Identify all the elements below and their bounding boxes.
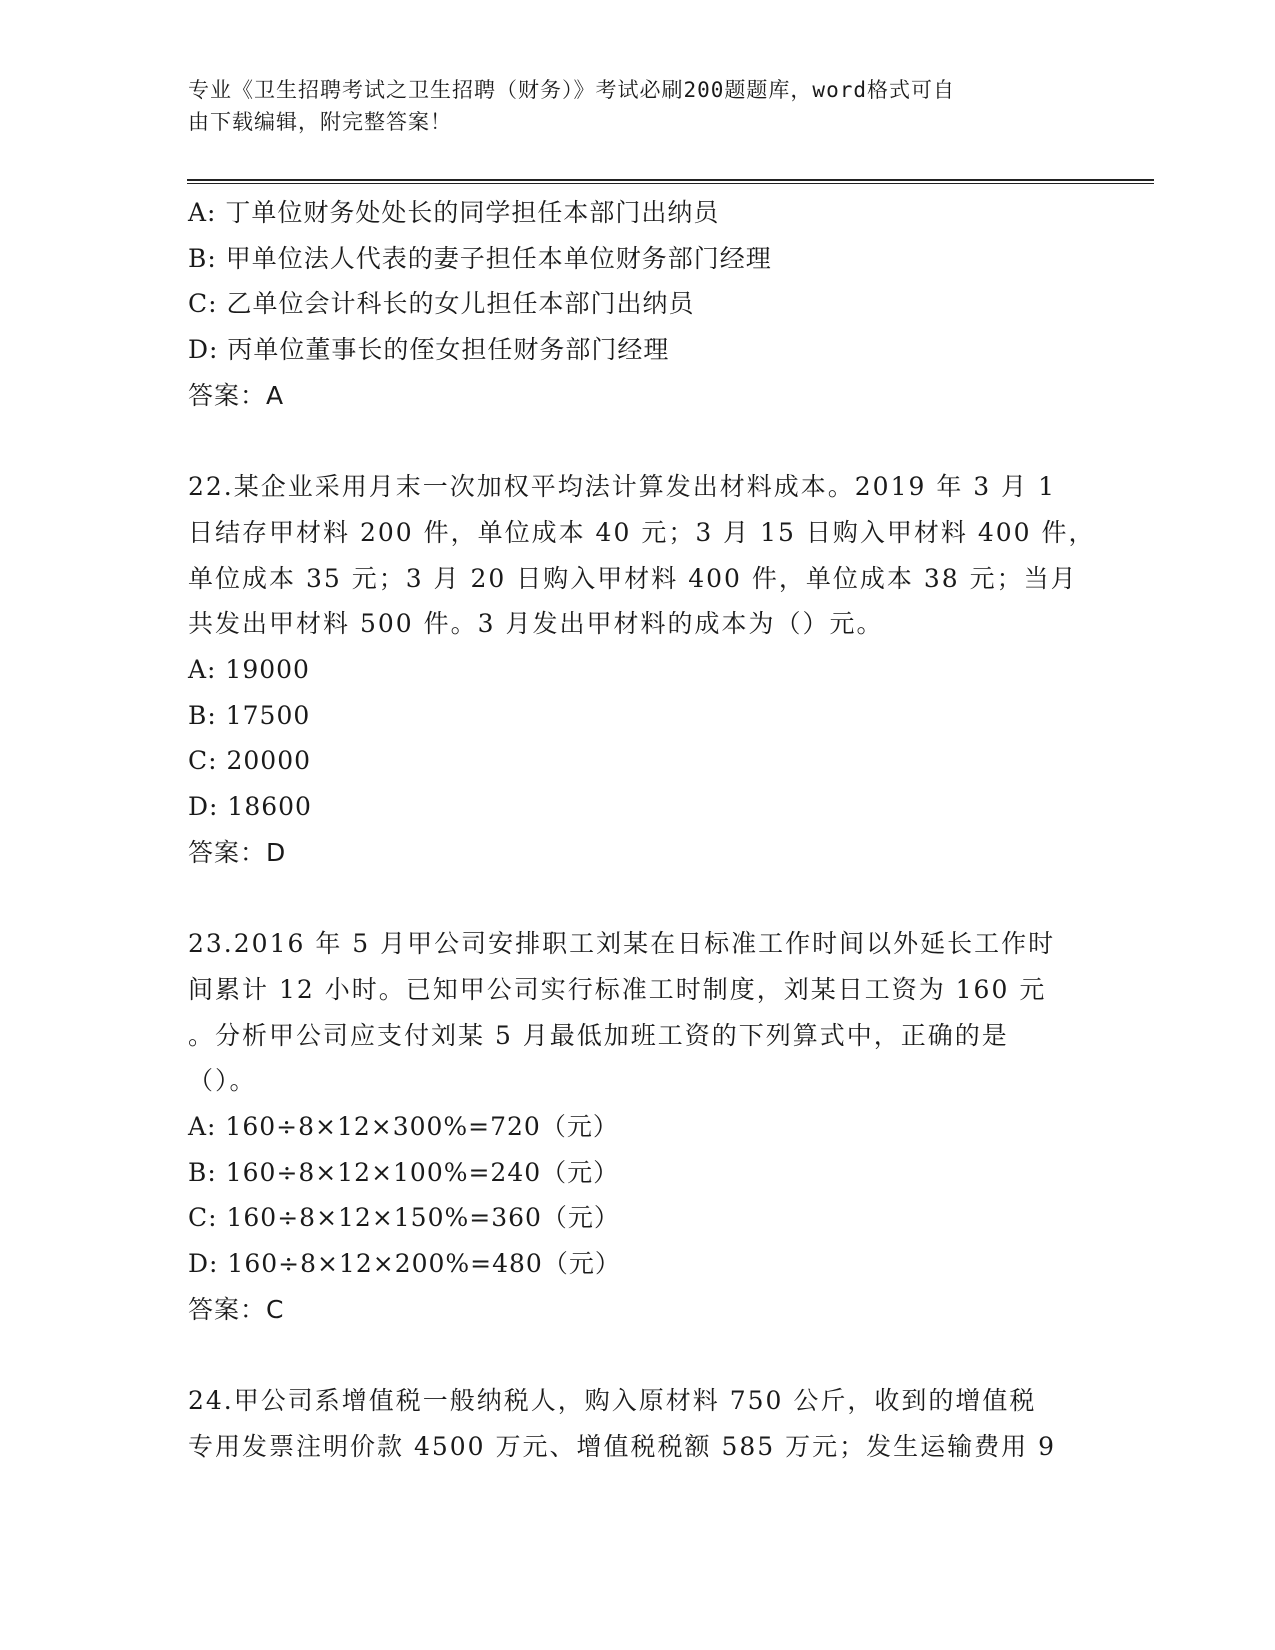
answer: 答案：D (188, 837, 287, 867)
header-divider-thick (187, 179, 1154, 181)
question-text-line: 日结存甲材料 200 件，单位成本 40 元；3 月 15 日购入甲材料 400 件， (188, 517, 1096, 547)
option-d: D: 18600 (188, 792, 312, 822)
spacer (188, 419, 1088, 465)
question-text-line: （）。 (188, 1066, 257, 1096)
question-text-line: 共发出甲材料 500 件。3 月发出甲材料的成本为（）元。 (188, 609, 884, 639)
option-d: D: 丙单位董事长的侄女担任财务部门经理 (188, 335, 670, 365)
option-a: A: 丁单位财务处处长的同学担任本部门出纳员 (188, 198, 720, 227)
answer: 答案：C (188, 1294, 285, 1324)
spacer (188, 1333, 1088, 1379)
question-24 (188, 1378, 1088, 1469)
spacer (188, 876, 1088, 922)
option-b: B: 甲单位法人代表的妻子担任本单位财务部门经理 (188, 243, 772, 273)
document-header (188, 74, 1068, 138)
question-text-line: 单位成本 35 元；3 月 20 日购入甲材料 400 件，单位成本 38 元；当月 (188, 563, 1078, 593)
question-text-line: 24.甲公司系增值税一般纳税人，购入原材料 750 公斤，收到的增值税 (188, 1386, 1037, 1416)
question-21 (188, 190, 1088, 419)
question-text-line: 。分析甲公司应支付刘某 5 月最低加班工资的下列算式中，正确的是 (188, 1020, 1009, 1050)
question-text-line: 23.2016 年 5 月甲公司安排职工刘某在日标准工作时间以外延长工作时 (188, 929, 1056, 959)
option-a: A: 19000 (188, 655, 310, 685)
question-22 (188, 464, 1096, 875)
header-divider-thin (187, 183, 1154, 184)
option-a: A: 160÷8×12×300%=720（元） (188, 1112, 619, 1142)
question-23 (188, 921, 1088, 1332)
question-text-line: 间累计 12 小时。已知甲公司实行标准工时制度，刘某日工资为 160 元 (188, 974, 1047, 1004)
option-c: C: 160÷8×12×150%=360（元） (188, 1203, 620, 1233)
question-list (188, 190, 1096, 1470)
answer: 答案：A (188, 380, 285, 410)
option-d: D: 160÷8×12×200%=480（元） (188, 1249, 621, 1279)
option-b: B: 17500 (188, 700, 311, 730)
header-line-2: 由下载编辑，附完整答案！ (188, 110, 452, 134)
option-c: C: 乙单位会计科长的女儿担任本部门出纳员 (188, 289, 695, 319)
option-b: B: 160÷8×12×100%=240（元） (188, 1157, 620, 1187)
question-text-line: 22.某企业采用月末一次加权平均法计算发出材料成本。2019 年 3 月 1 (188, 472, 1056, 502)
header-line-1: 专业《卫生招聘考试之卫生招聘（财务）》考试必刷200题题库，word格式可自 (188, 78, 955, 102)
question-text-line: 专用发票注明价款 4500 万元、增值税税额 585 万元；发生运输费用 9 (188, 1431, 1056, 1461)
option-c: C: 20000 (188, 746, 312, 776)
